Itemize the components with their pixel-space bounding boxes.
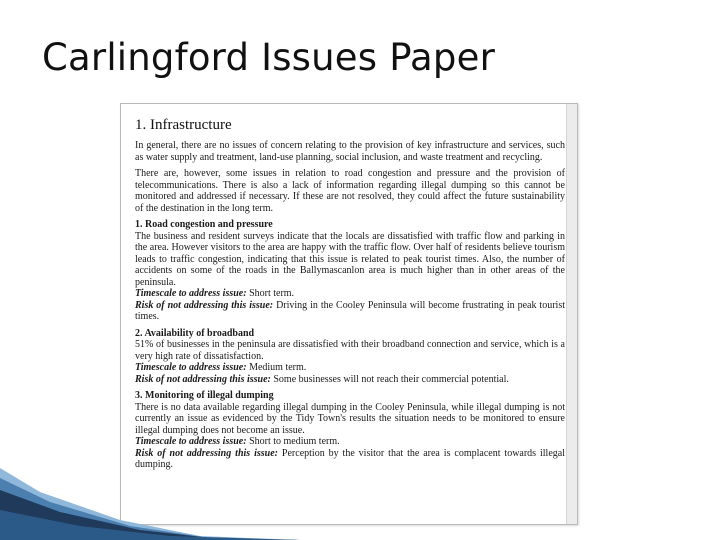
issue-title: 1. Road congestion and pressure [135,219,273,230]
issue-title: 2. Availability of broadband [135,327,255,339]
issue-title: 3. Monitoring of illegal dumping [135,390,274,401]
timescale-label: Timescale to address issue: [135,436,247,447]
risk-label: Risk of not addressing this issue: [135,299,274,311]
timescale-value: Short term. [246,288,295,299]
timescale-line [135,288,565,300]
timescale-label: Timescale to address issue: [135,288,247,299]
risk-line [135,300,565,323]
document-body [135,116,565,476]
issues-paragraph: There are, however, some issues in relation to road congestion and pressure and the provision of telecommunications. There is also a lack of information regarding illegal dumping so this cannot be monitored and addressed if necessary. If these are not resolved, they could affect the future sustainability of the destination in the long term. [135,168,565,214]
risk-label: Risk of not addressing this issue: [135,373,271,385]
corner-swoosh-decoration [0,440,300,540]
timescale-line [135,362,565,374]
risk-line [135,374,565,386]
risk-value: Driving in the Cooley Peninsula will become frustrating in peak tourist times. [135,299,565,322]
slide-title: Carlingford Issues Paper [42,36,495,79]
issue-road-congestion [135,219,565,323]
issue-text: 51% of businesses in the peninsula are dissatisfied with their broadband connection and service, which is a very high rate of dissatisfaction. [135,339,565,362]
risk-value: Perception by the visitor that the area is complacent towards illegal dumping. [135,447,565,470]
timescale-value: Short to medium term. [246,436,340,447]
document-scrollbar [566,104,577,524]
risk-value: Some businesses will not reach their commercial potential. [270,373,509,385]
risk-label: Risk of not addressing this issue: [135,447,278,459]
intro-paragraph: In general, there are no issues of concern relating to the provision of key infrastructure and services, such as water supply and treatment, land-use planning, social inclusion, and waste treatment and recycling. [135,140,565,163]
timescale-label: Timescale to address issue: [135,362,247,373]
issue-broadband [135,328,565,386]
issue-text: The business and resident surveys indicate that the locals are dissatisfied with traffic flow and parking in the area. However visitors to the area are happy with the traffic flow. Over half of residents believe tourism leads to traffic congestion, indicating that this issue is related to peak tourist times. Also, the number of accidents on some of the roads in the Ballymascanlon area is much higher than in other areas of the peninsula. [135,230,565,288]
timescale-value: Medium term. [246,362,307,373]
issue-text: There is no data available regarding illegal dumping in the Cooley Peninsula, while illegal dumping is not currently an issue as evidenced by the Tidy Town's results the situation needs to be monitored to ensure illegal dumping does not become an issue. [135,401,565,436]
section-heading: 1. Infrastructure [135,117,232,133]
